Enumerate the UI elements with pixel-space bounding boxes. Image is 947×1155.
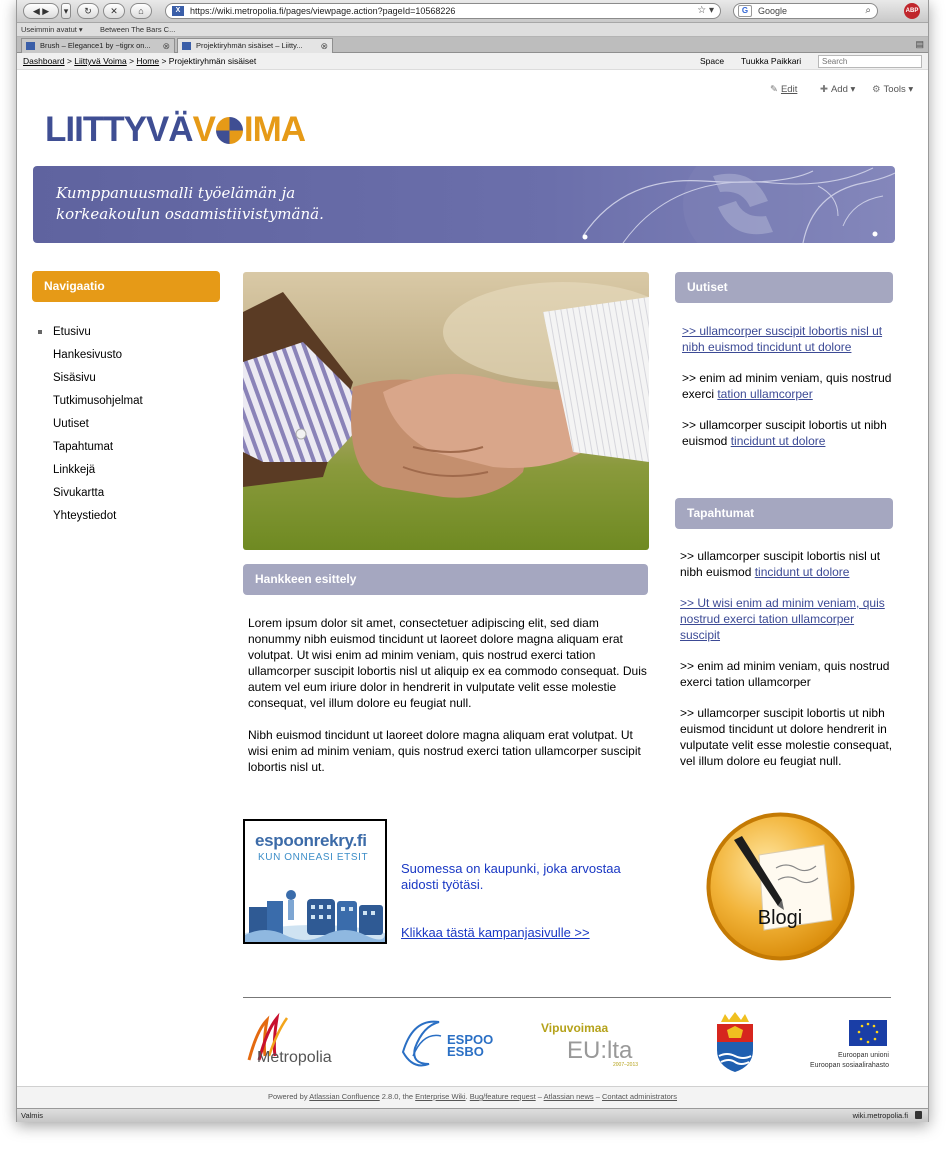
news-item-3-link[interactable]: tincidunt ut dolore [730, 434, 826, 448]
logo-part1: LIITTYVÄ [45, 110, 193, 149]
contact-admins-link[interactable]: Contact administrators [601, 1092, 678, 1101]
edit-button[interactable]: ✎ Edit [770, 84, 798, 95]
promo-brand: espoonrekry.fi [255, 831, 367, 850]
svg-text:ESBO: ESBO [447, 1044, 484, 1059]
svg-text:Metropolia: Metropolia [257, 1049, 332, 1066]
logo-part2: V [192, 110, 215, 149]
news-list [682, 323, 896, 464]
espoonrekry-ad[interactable] [243, 819, 387, 944]
nav-item-sisasivu[interactable] [53, 370, 143, 393]
back-forward-button[interactable]: ◀ ▶ [23, 3, 59, 19]
bookmark-star-icon[interactable]: ☆ ▾ [697, 5, 714, 16]
pencil-icon: ✎ [770, 84, 778, 95]
news-header: Uutiset [675, 272, 893, 303]
user-menu-link[interactable]: Tuukka Paikkari [741, 56, 802, 66]
breadcrumb-dashboard[interactable]: Dashboard [23, 56, 65, 66]
news-item-2-text: >> enim ad minim veniam, quis nostrud exerci [682, 371, 892, 401]
nav-link[interactable]: Linkkejä [53, 464, 96, 476]
nav-link[interactable]: Hankesivusto [53, 349, 123, 361]
breadcrumb-current: Projektiryhmän sisäiset [168, 56, 257, 66]
nav-item-linkkeja[interactable] [53, 462, 143, 485]
search-icon[interactable]: ⌕ [865, 5, 871, 16]
footer-text: 2.8.0, the [379, 1092, 416, 1101]
event-item-2-link[interactable]: >> Ut wisi enim ad minim veniam, quis nostrud exerci tation ullamcorper suscipit [680, 596, 885, 642]
espoo-logo[interactable] [393, 1012, 497, 1074]
confluence-link[interactable]: Atlassian Confluence [309, 1092, 380, 1101]
event-item-1 [680, 548, 894, 580]
uusimaa-coat-of-arms-icon[interactable] [713, 1012, 757, 1074]
reload-icon[interactable]: ↻ [77, 3, 99, 19]
history-dropdown-icon[interactable]: ▾ [61, 3, 71, 19]
footer-text: – [593, 1092, 602, 1101]
browser-search-placeholder: Google [758, 6, 788, 16]
nav-item-yhteystiedot[interactable] [53, 508, 143, 531]
tab-list-icon[interactable]: ▤ [915, 39, 924, 49]
nav-link[interactable]: Uutiset [53, 418, 89, 430]
wiki-search-input[interactable] [818, 55, 922, 68]
gear-icon: ⚙ [872, 84, 881, 95]
intro-paragraph-1: Lorem ipsum dolor sit amet, consectetuer adipiscing elit, sed diam nonummy nibh euismod tincidunt ut laoreet dolore magna aliquam erat volutpat. Ut wisi enim ad minim veniam, quis nostrud exerci tation ullamcorper suscipit lobortis nisl ut aliquip ex ea commodo consequat. Duis autem vel eum iriure dolor in hendrerit in vulputate velit esse molestie consequat, vel illum dolore eu feugiat null. [248, 616, 647, 710]
bookmarks-bar [17, 23, 928, 37]
browser-toolbar [17, 0, 928, 23]
powered-by-footer [17, 1086, 928, 1108]
event-item-1-link[interactable]: tincidunt ut dolore [754, 565, 850, 579]
nav-link[interactable]: Tutkimusohjelmat [53, 395, 143, 407]
lock-icon[interactable] [915, 1111, 922, 1119]
footer-text: – [535, 1092, 544, 1101]
nav-link[interactable]: Sisäsivu [53, 372, 96, 384]
nav-link[interactable]: Sivukartta [53, 487, 105, 499]
intro-section-header: Hankkeen esittely [243, 564, 648, 595]
svg-text:2007–2013: 2007–2013 [613, 1062, 639, 1068]
svg-text:Euroopan unioni: Euroopan unioni [838, 1052, 889, 1059]
logo-circle-icon [216, 117, 243, 144]
bookmark-most-visited[interactable]: Useimmin avatut ▾ [21, 25, 83, 34]
nav-item-uutiset[interactable] [53, 416, 143, 439]
side-navigation [53, 324, 143, 531]
events-header: Tapahtumat [675, 498, 893, 529]
tools-button[interactable]: ⚙ Tools ▾ [872, 84, 914, 95]
svg-text:Euroopan sosiaalirahasto: Euroopan sosiaalirahasto [810, 1062, 889, 1069]
nav-item-hankesivusto[interactable] [53, 347, 143, 370]
logo-part3: IMA [243, 110, 306, 149]
news-item-2-link[interactable]: tation ullamcorper [717, 387, 813, 401]
footer-text: Powered by [267, 1092, 310, 1101]
browser-status-bar [17, 1108, 928, 1122]
nav-item-tutkimusohjelmat[interactable] [53, 393, 143, 416]
page-actions [17, 83, 928, 97]
news-item-3-text: >> ullamcorper suscipit lobortis ut nibh euismod [682, 418, 887, 448]
eu-esr-logo[interactable] [797, 1012, 893, 1074]
nav-item-etusivu[interactable] [53, 324, 143, 347]
footer-divider [243, 997, 891, 998]
status-host: wiki.metropolia.fi [852, 1111, 908, 1120]
news-item-2 [682, 370, 896, 402]
handshake-photo [243, 272, 649, 550]
promo-text: Suomessa on kaupunki, joka arvostaa aidosti työtäsi. [401, 861, 621, 892]
news-item-1-link[interactable]: >> ullamcorper suscipit lobortis nisl ut nibh euismod tincidunt ut dolore [682, 324, 883, 354]
nav-link[interactable]: Yhteystiedot [53, 510, 117, 522]
breadcrumb-home[interactable]: Home [136, 56, 160, 66]
tab-close-icon[interactable]: ⊗ [320, 41, 328, 51]
nav-link[interactable]: Tapahtumat [53, 441, 114, 453]
campaign-link[interactable]: Klikkaa tästä kampanjasivulle >> [401, 925, 590, 940]
svg-text:ESPOO: ESPOO [447, 1032, 494, 1047]
tab-close-icon[interactable]: ⊗ [162, 41, 170, 51]
space-menu-link[interactable]: Space [700, 56, 725, 66]
atlassian-news-link[interactable]: Atlassian news [543, 1092, 594, 1101]
breadcrumb-space[interactable]: Liittyvä Voima [74, 56, 127, 66]
blog-button[interactable] [704, 810, 857, 963]
nav-link[interactable]: Etusivu [53, 326, 91, 338]
nav-item-tapahtumat[interactable] [53, 439, 143, 462]
url-input[interactable] [165, 3, 721, 19]
adblock-icon[interactable]: ABP [904, 3, 920, 19]
banner-line2: korkeakoulun osaamistiivistymänä. [56, 205, 324, 223]
promo-tagline: KUN ONNEASI ETSIT [258, 852, 369, 863]
plus-icon: ✚ [820, 84, 828, 95]
vipuvoimaa-logo[interactable] [539, 1012, 651, 1074]
blog-label: Blogi [757, 907, 803, 929]
wiki-header-bar [17, 53, 928, 70]
url-text: https://wiki.metropolia.fi/pages/viewpage.action?pageId=10568226 [190, 6, 456, 16]
site-logo[interactable] [45, 112, 305, 148]
tab-title: Brush – Elegance1 by ~tigrx on... [40, 41, 151, 50]
event-item-1-text: >> ullamcorper suscipit lobortis nisl ut nibh euismod [680, 549, 881, 579]
add-button[interactable]: ✚ Add ▾ [820, 84, 856, 95]
news-item-1 [682, 323, 896, 355]
news-item-3 [682, 417, 896, 449]
tab-brush[interactable] [21, 38, 175, 53]
banner-ornament-icon [563, 166, 895, 243]
svg-text:EU:lta: EU:lta [567, 1037, 633, 1064]
event-item-2 [680, 595, 894, 643]
banner-slogan [56, 183, 386, 225]
city-skyline-icon [245, 885, 385, 943]
tab-favicon-icon [182, 42, 191, 50]
google-icon: G [738, 5, 752, 17]
intro-text [248, 615, 654, 791]
event-item-3: >> enim ad minim veniam, quis nostrud exerci tation ullamcorper [680, 659, 890, 689]
tab-strip [17, 37, 928, 53]
intro-paragraph-2: Nibh euismod tincidunt ut laoreet dolore magna aliquam erat volutpat. Ut wisi enim ad minim veniam, quis nostrud exerci tation ullamcorper suscipit lobortis nisl ut. [248, 728, 641, 774]
hero-banner [33, 166, 895, 243]
bookmark-between-the-bars[interactable]: Between The Bars C... [100, 25, 176, 34]
metropolia-logo[interactable] [243, 1012, 343, 1074]
nav-item-sivukartta[interactable] [53, 485, 143, 508]
site-favicon-icon: X [172, 6, 184, 16]
events-list [680, 548, 894, 784]
home-icon[interactable]: ⌂ [130, 3, 152, 19]
footer-text: . [465, 1092, 470, 1101]
bug-request-link[interactable]: Bug/feature request [469, 1092, 536, 1101]
tab-favicon-icon [26, 42, 35, 50]
navigation-header: Navigaatio [32, 271, 220, 302]
stop-icon[interactable]: ✕ [103, 3, 125, 19]
tab-projektiryhma[interactable] [177, 38, 333, 53]
browser-search-input[interactable] [733, 3, 878, 19]
breadcrumb: Dashboard > Liittyvä Voima > Home > Projektiryhmän sisäiset [23, 56, 257, 66]
browser-window [16, 0, 929, 1122]
status-text: Valmis [21, 1111, 43, 1120]
tab-title: Projektiryhmän sisäiset – Liitty... [196, 41, 303, 50]
enterprise-wiki-link[interactable]: Enterprise Wiki [415, 1092, 466, 1101]
svg-text:Vipuvoimaa: Vipuvoimaa [541, 1021, 609, 1035]
event-item-4: >> ullamcorper suscipit lobortis ut nibh euismod tincidunt ut dolore hendrerit in vulputate velit esse molestie consequat, vel illum dolore eu feugiat null. [680, 706, 893, 768]
banner-line1: Kumppanuusmalli työelämän ja [56, 184, 296, 202]
